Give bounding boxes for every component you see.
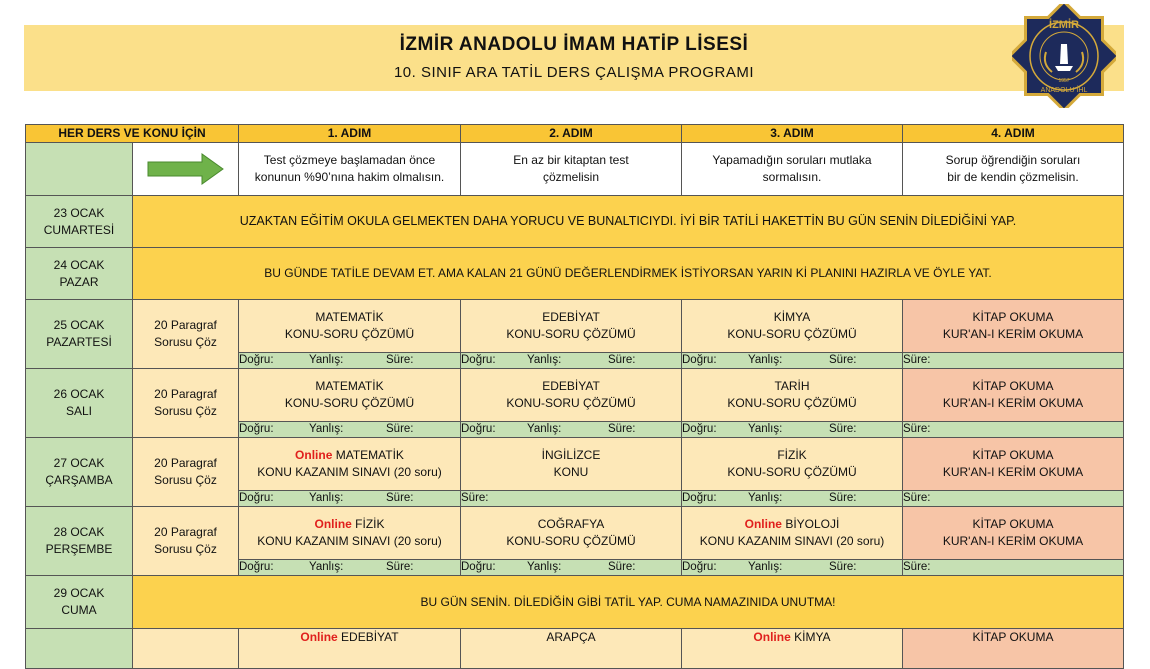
school-logo-icon bbox=[1012, 4, 1116, 108]
paragraph-task: 20 Paragraf Sorusu Çöz bbox=[133, 438, 239, 507]
metric-cell: Süre: bbox=[903, 422, 1124, 438]
task-cell: EDEBİYAT KONU-SORU ÇÖZÜMÜ bbox=[461, 369, 682, 422]
svg-text:ANADOLU İHL: ANADOLU İHL bbox=[1040, 87, 1088, 94]
header-cell-step-4: 4. ADIM bbox=[903, 125, 1124, 143]
metric-cell: Süre: bbox=[903, 353, 1124, 369]
day-row bbox=[26, 300, 1124, 353]
task-cell: KİTAP OKUMA KUR'AN-I KERİM OKUMA bbox=[903, 507, 1124, 560]
task-cell: KİMYA KONU-SORU ÇÖZÜMÜ bbox=[682, 300, 903, 353]
metric-cell: Doğru: Yanlış: Süre: bbox=[461, 560, 682, 576]
task-cell: İNGİLİZCE KONU bbox=[461, 438, 682, 491]
day-cell: 29 OCAK CUMA bbox=[26, 576, 133, 629]
task-cell: ARAPÇA bbox=[461, 629, 682, 669]
day-row bbox=[26, 438, 1124, 491]
day-message: BU GÜNDE TATİLE DEVAM ET. AMA KALAN 21 GÜNÜ DEĞERLENDİRMEK İSTİYORSAN YARIN Kİ PLANINI HAZIRLA VE ÖYLE YAT. bbox=[133, 248, 1124, 300]
day-row bbox=[26, 248, 1124, 300]
step-description: Yapamadığın soruları mutlaka sormalısın. bbox=[682, 143, 903, 196]
day-message: UZAKTAN EĞİTİM OKULA GELMEKTEN DAHA YORUCU VE BUNALTICIYDI. İYİ BİR TATİLİ HAKETTİN BU GÜN SENİN DİLEDİĞİNİ YAP. bbox=[133, 196, 1124, 248]
task-cell: Online EDEBİYAT bbox=[239, 629, 461, 669]
header-cell-general: HER DERS VE KONU İÇİN bbox=[26, 125, 239, 143]
day-cell bbox=[26, 629, 133, 669]
day-cell: 28 OCAK PERŞEMBE bbox=[26, 507, 133, 576]
metric-cell: Doğru: Yanlış: Süre: bbox=[239, 353, 461, 369]
day-row bbox=[26, 196, 1124, 248]
metric-cell: Süre: bbox=[903, 560, 1124, 576]
metric-cell: Süre: bbox=[461, 491, 682, 507]
metric-cell: Doğru: Yanlış: Süre: bbox=[461, 353, 682, 369]
day-row bbox=[26, 507, 1124, 560]
online-tag: Online bbox=[314, 517, 352, 531]
day-row bbox=[26, 576, 1124, 629]
task-cell: MATEMATİK KONU-SORU ÇÖZÜMÜ bbox=[239, 369, 461, 422]
metric-cell: Doğru: Yanlış: Süre: bbox=[682, 560, 903, 576]
online-tag: Online bbox=[744, 517, 782, 531]
step-description: En az bir kitaptan test çözmelisin bbox=[461, 143, 682, 196]
metric-cell: Doğru: Yanlış: Süre: bbox=[682, 422, 903, 438]
task-cell: TARİH KONU-SORU ÇÖZÜMÜ bbox=[682, 369, 903, 422]
metric-cell: Doğru: Yanlış: Süre: bbox=[239, 422, 461, 438]
day-cell: 23 OCAK CUMARTESİ bbox=[26, 196, 133, 248]
school-name: İZMİR ANADOLU İMAM HATİP LİSESİ bbox=[399, 34, 749, 55]
day-cell: 25 OCAK PAZARTESİ bbox=[26, 300, 133, 369]
header-cell-step-1: 1. ADIM bbox=[239, 125, 461, 143]
metric-cell: Doğru: Yanlış: Süre: bbox=[239, 491, 461, 507]
svg-text:1957: 1957 bbox=[1058, 78, 1070, 84]
step-description: Sorup öğrendiğin soruları bir de kendin çözmelisin. bbox=[903, 143, 1124, 196]
header-cell-step-2: 2. ADIM bbox=[461, 125, 682, 143]
day-row bbox=[26, 629, 1124, 669]
metric-cell: Doğru: Yanlış: Süre: bbox=[682, 491, 903, 507]
study-plan-table bbox=[25, 124, 1124, 669]
table-header-row bbox=[26, 125, 1124, 143]
task-cell: Online BİYOLOJİ KONU KAZANIM SINAVI (20 soru) bbox=[682, 507, 903, 560]
metric-cell: Doğru: Yanlış: Süre: bbox=[682, 353, 903, 369]
paragraph-task bbox=[133, 629, 239, 669]
step-description-row bbox=[26, 143, 1124, 196]
task-cell: Online KİMYA bbox=[682, 629, 903, 669]
task-cell: KİTAP OKUMA KUR'AN-I KERİM OKUMA bbox=[903, 369, 1124, 422]
right-arrow-icon bbox=[147, 153, 225, 185]
program-title: 10. SINIF ARA TATİL DERS ÇALIŞMA PROGRAMI bbox=[393, 64, 755, 81]
arrow-cell bbox=[133, 143, 239, 196]
empty-cell bbox=[26, 143, 133, 196]
step-description: Test çözmeye başlamadan önce konunun %90’nına hakim olmalısın. bbox=[239, 143, 461, 196]
day-cell: 24 OCAK PAZAR bbox=[26, 248, 133, 300]
online-tag: Online bbox=[753, 630, 791, 644]
online-tag: Online bbox=[295, 448, 333, 462]
paragraph-task: 20 Paragraf Sorusu Çöz bbox=[133, 507, 239, 576]
svg-text:İZMİR: İZMİR bbox=[1049, 19, 1079, 31]
paragraph-task: 20 Paragraf Sorusu Çöz bbox=[133, 300, 239, 369]
task-cell: Online MATEMATİK KONU KAZANIM SINAVI (20 soru) bbox=[239, 438, 461, 491]
task-cell: KİTAP OKUMA bbox=[903, 629, 1124, 669]
day-message: BU GÜN SENİN. DİLEDİĞİN GİBİ TATİL YAP. CUMA NAMAZINIDA UNUTMA! bbox=[133, 576, 1124, 629]
day-cell: 27 OCAK ÇARŞAMBA bbox=[26, 438, 133, 507]
day-cell: 26 OCAK SALI bbox=[26, 369, 133, 438]
task-cell: EDEBİYAT KONU-SORU ÇÖZÜMÜ bbox=[461, 300, 682, 353]
metric-cell: Doğru: Yanlış: Süre: bbox=[239, 560, 461, 576]
header-cell-step-3: 3. ADIM bbox=[682, 125, 903, 143]
task-cell: FİZİK KONU-SORU ÇÖZÜMÜ bbox=[682, 438, 903, 491]
online-tag: Online bbox=[300, 630, 338, 644]
paragraph-task: 20 Paragraf Sorusu Çöz bbox=[133, 369, 239, 438]
task-cell: MATEMATİK KONU-SORU ÇÖZÜMÜ bbox=[239, 300, 461, 353]
day-row bbox=[26, 369, 1124, 422]
task-cell: COĞRAFYA KONU-SORU ÇÖZÜMÜ bbox=[461, 507, 682, 560]
task-cell: KİTAP OKUMA KUR'AN-I KERİM OKUMA bbox=[903, 300, 1124, 353]
task-cell: Online FİZİK KONU KAZANIM SINAVI (20 soru) bbox=[239, 507, 461, 560]
metric-cell: Doğru: Yanlış: Süre: bbox=[461, 422, 682, 438]
task-cell: KİTAP OKUMA KUR'AN-I KERİM OKUMA bbox=[903, 438, 1124, 491]
metric-cell: Süre: bbox=[903, 491, 1124, 507]
